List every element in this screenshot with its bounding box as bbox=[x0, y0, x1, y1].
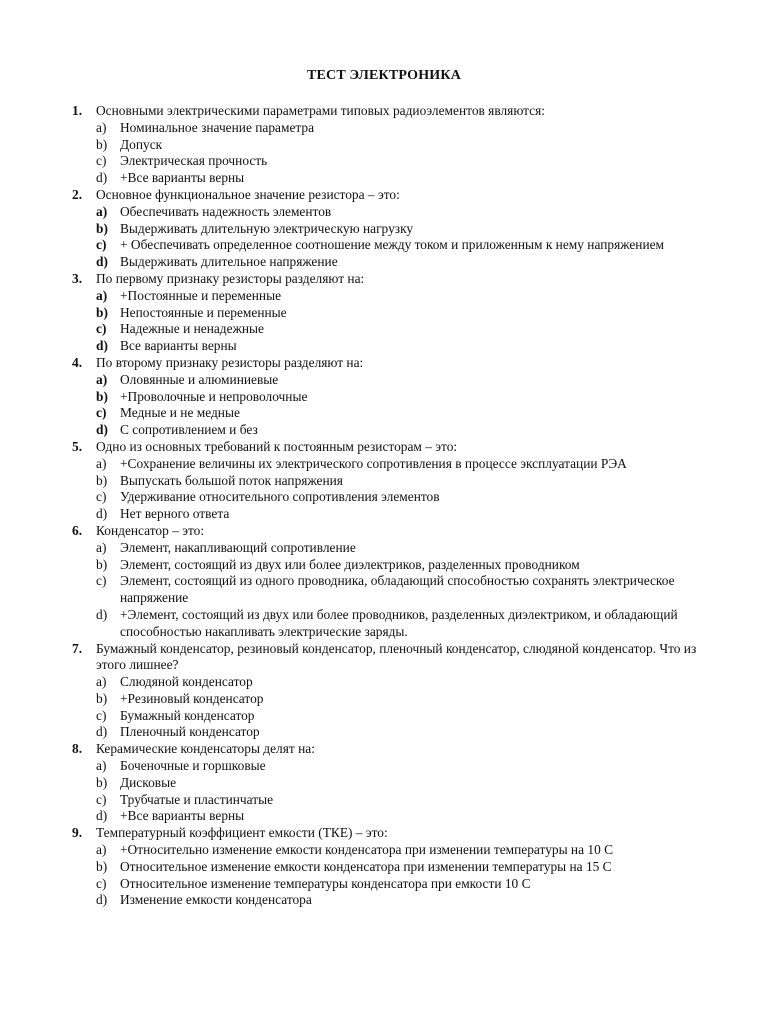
answer-option bbox=[0, 691, 768, 708]
option-letter: b) bbox=[96, 220, 108, 236]
question-number: 4. bbox=[72, 354, 83, 370]
option-text: Номинальное значение параметра bbox=[120, 119, 315, 135]
option-letter: c) bbox=[96, 153, 107, 169]
question-5 bbox=[0, 439, 768, 523]
option-letter: c) bbox=[96, 707, 107, 723]
option-text: Элемент, накапливающий сопротивление bbox=[120, 539, 356, 555]
answer-option bbox=[0, 405, 768, 422]
question-number: 1. bbox=[72, 103, 83, 118]
option-text: Удерживание относительного сопротивления элементов bbox=[120, 489, 440, 505]
question-1 bbox=[0, 103, 768, 187]
question-text: Конденсатор – это: bbox=[96, 522, 205, 538]
option-letter: a) bbox=[96, 371, 108, 387]
option-letter: b) bbox=[96, 858, 108, 874]
answer-option bbox=[0, 758, 768, 775]
option-letter: b) bbox=[96, 472, 108, 488]
question-text: Керамические конденсаторы делят на: bbox=[96, 741, 315, 757]
option-letter: d) bbox=[96, 808, 108, 824]
answer-option bbox=[0, 456, 768, 473]
answer-option bbox=[0, 422, 768, 439]
answer-option bbox=[0, 221, 768, 238]
question-number: 3. bbox=[72, 270, 83, 286]
answer-option bbox=[0, 170, 768, 187]
option-letter: c) bbox=[96, 237, 107, 253]
option-letter: b) bbox=[96, 388, 108, 404]
answer-option bbox=[0, 473, 768, 490]
option-letter: a) bbox=[96, 758, 107, 774]
answer-option bbox=[0, 489, 768, 506]
option-text: Выдерживать длительную электрическую нагрузку bbox=[120, 220, 414, 236]
question-text: Основными электрическими параметрами типовых радиоэлементов являются: bbox=[96, 103, 545, 118]
option-text: Надежные и ненадежные bbox=[120, 321, 264, 337]
option-letter: c) bbox=[96, 405, 107, 421]
option-letter: a) bbox=[96, 119, 107, 135]
question-text: Основное функциональное значение резистора – это: bbox=[96, 186, 400, 202]
option-letter: b) bbox=[96, 774, 108, 790]
option-text: Непостоянные и переменные bbox=[120, 304, 287, 320]
option-letter: d) bbox=[96, 506, 108, 522]
option-letter: d) bbox=[96, 422, 108, 438]
question-text: По второму признаку резисторы разделяют на: bbox=[96, 354, 364, 370]
answer-option bbox=[0, 372, 768, 389]
option-letter: b) bbox=[96, 556, 108, 572]
option-text: +Элемент, состоящий из двух или более проводников, разделенных диэлектриком, и обладающий способностью накапливать электрические заряды. bbox=[120, 606, 678, 639]
answer-option bbox=[0, 792, 768, 809]
option-letter: a) bbox=[96, 287, 108, 303]
option-letter: a) bbox=[96, 539, 107, 555]
page-title: ТЕСТ ЭЛЕКТРОНИКА bbox=[306, 68, 462, 83]
option-letter: d) bbox=[96, 170, 108, 186]
option-letter: c) bbox=[96, 875, 107, 891]
answer-option bbox=[0, 305, 768, 322]
option-letter: a) bbox=[96, 455, 107, 471]
option-text: Слюдяной конденсатор bbox=[120, 674, 253, 690]
option-text: +Постоянные и переменные bbox=[120, 287, 282, 303]
option-text: Относительное изменение емкости конденсатора при изменении температуры на 15 С bbox=[120, 858, 612, 874]
answer-option bbox=[0, 842, 768, 859]
answer-option bbox=[0, 540, 768, 557]
option-letter: a) bbox=[96, 842, 107, 858]
option-text: Медные и не медные bbox=[120, 405, 240, 421]
question-number: 7. bbox=[72, 640, 83, 656]
question-number: 9. bbox=[72, 825, 83, 841]
option-text: +Все варианты верны bbox=[120, 808, 245, 824]
option-text: Нет верного ответа bbox=[120, 506, 230, 522]
question-2 bbox=[0, 187, 768, 271]
option-letter: d) bbox=[96, 606, 108, 622]
answer-option bbox=[0, 607, 768, 641]
question-6 bbox=[0, 523, 768, 641]
option-letter: c) bbox=[96, 791, 107, 807]
question-9 bbox=[0, 825, 768, 909]
question-8 bbox=[0, 741, 768, 825]
option-text: +Резиновый конденсатор bbox=[120, 690, 264, 706]
option-text: Относительное изменение температуры конденсатора при емкости 10 С bbox=[120, 875, 531, 891]
answer-option bbox=[0, 506, 768, 523]
question-list bbox=[0, 103, 768, 909]
answer-option bbox=[0, 775, 768, 792]
question-number: 8. bbox=[72, 741, 83, 757]
option-letter: b) bbox=[96, 304, 108, 320]
question-4 bbox=[0, 355, 768, 439]
option-text: Элемент, состоящий из двух или более диэлектриков, разделенных проводником bbox=[120, 556, 580, 572]
option-letter: d) bbox=[96, 892, 108, 908]
option-letter: c) bbox=[96, 321, 107, 337]
question-row bbox=[0, 825, 768, 842]
option-letter: a) bbox=[96, 674, 107, 690]
question-row bbox=[0, 741, 768, 758]
option-letter: b) bbox=[96, 136, 108, 152]
answer-option bbox=[0, 137, 768, 154]
answer-option bbox=[0, 573, 768, 607]
question-row bbox=[0, 103, 768, 120]
option-text: +Сохранение величины их электрического сопротивления в процессе эксплуатации РЭА bbox=[120, 455, 627, 471]
question-text: По первому признаку резисторы разделяют на: bbox=[96, 270, 365, 286]
answer-option bbox=[0, 254, 768, 271]
option-text: Боченочные и горшковые bbox=[120, 758, 266, 774]
answer-option bbox=[0, 321, 768, 338]
answer-option bbox=[0, 674, 768, 691]
answer-option bbox=[0, 859, 768, 876]
answer-option bbox=[0, 708, 768, 725]
option-letter: d) bbox=[96, 254, 108, 270]
option-text: +Все варианты верны bbox=[120, 170, 245, 186]
option-letter: d) bbox=[96, 338, 108, 354]
answer-option bbox=[0, 389, 768, 406]
question-row bbox=[0, 439, 768, 456]
option-text: Трубчатые и пластинчатые bbox=[120, 791, 274, 807]
question-number: 5. bbox=[72, 438, 83, 454]
option-letter: a) bbox=[96, 203, 108, 219]
option-text: Выдерживать длительное напряжение bbox=[120, 254, 338, 270]
answer-option bbox=[0, 724, 768, 741]
answer-option bbox=[0, 288, 768, 305]
option-text: Все варианты верны bbox=[120, 338, 237, 354]
answer-option bbox=[0, 338, 768, 355]
answer-option bbox=[0, 876, 768, 893]
question-row bbox=[0, 271, 768, 288]
answer-option bbox=[0, 892, 768, 909]
option-letter: c) bbox=[96, 489, 107, 505]
option-letter: c) bbox=[96, 573, 107, 589]
option-text: +Проволочные и непроволочные bbox=[120, 388, 308, 404]
question-3 bbox=[0, 271, 768, 355]
question-number: 2. bbox=[72, 186, 83, 202]
question-row bbox=[0, 187, 768, 204]
option-text: +Относительно изменение емкости конденсатора при изменении температуры на 10 С bbox=[120, 842, 614, 858]
option-text: + Обеспечивать определенное соотношение между током и приложенным к нему напряжением bbox=[120, 237, 665, 253]
answer-option bbox=[0, 237, 768, 254]
question-text: Температурный коэффициент емкости (ТКЕ) – это: bbox=[96, 825, 388, 841]
option-text: Пленочный конденсатор bbox=[120, 724, 260, 740]
question-7 bbox=[0, 641, 768, 742]
question-row bbox=[0, 523, 768, 540]
answer-option bbox=[0, 204, 768, 221]
option-letter: b) bbox=[96, 690, 108, 706]
question-row bbox=[0, 641, 768, 675]
option-text: Элемент, состоящий из одного проводника, обладающий способностью сохранять электрическое напряжение bbox=[120, 573, 675, 606]
option-text: Изменение емкости конденсатора bbox=[120, 892, 312, 908]
answer-option bbox=[0, 808, 768, 825]
option-text: Бумажный конденсатор bbox=[120, 707, 255, 723]
option-text: Допуск bbox=[120, 136, 163, 152]
question-row bbox=[0, 355, 768, 372]
option-text: Электрическая прочность bbox=[120, 153, 268, 169]
option-text: Дисковые bbox=[120, 774, 177, 790]
option-text: Выпускать большой поток напряжения bbox=[120, 472, 343, 488]
option-text: Обеспечивать надежность элементов bbox=[120, 203, 332, 219]
question-number: 6. bbox=[72, 522, 83, 538]
answer-option bbox=[0, 120, 768, 137]
option-text: С сопротивлением и без bbox=[120, 422, 258, 438]
option-letter: d) bbox=[96, 724, 108, 740]
question-text: Бумажный конденсатор, резиновый конденсатор, пленочный конденсатор, слюдяной конденсатор. Что из этого лишнее? bbox=[96, 640, 697, 673]
answer-option bbox=[0, 153, 768, 170]
answer-option bbox=[0, 557, 768, 574]
option-text: Оловянные и алюминиевые bbox=[120, 371, 279, 387]
question-text: Одно из основных требований к постоянным резисторам – это: bbox=[96, 438, 458, 454]
